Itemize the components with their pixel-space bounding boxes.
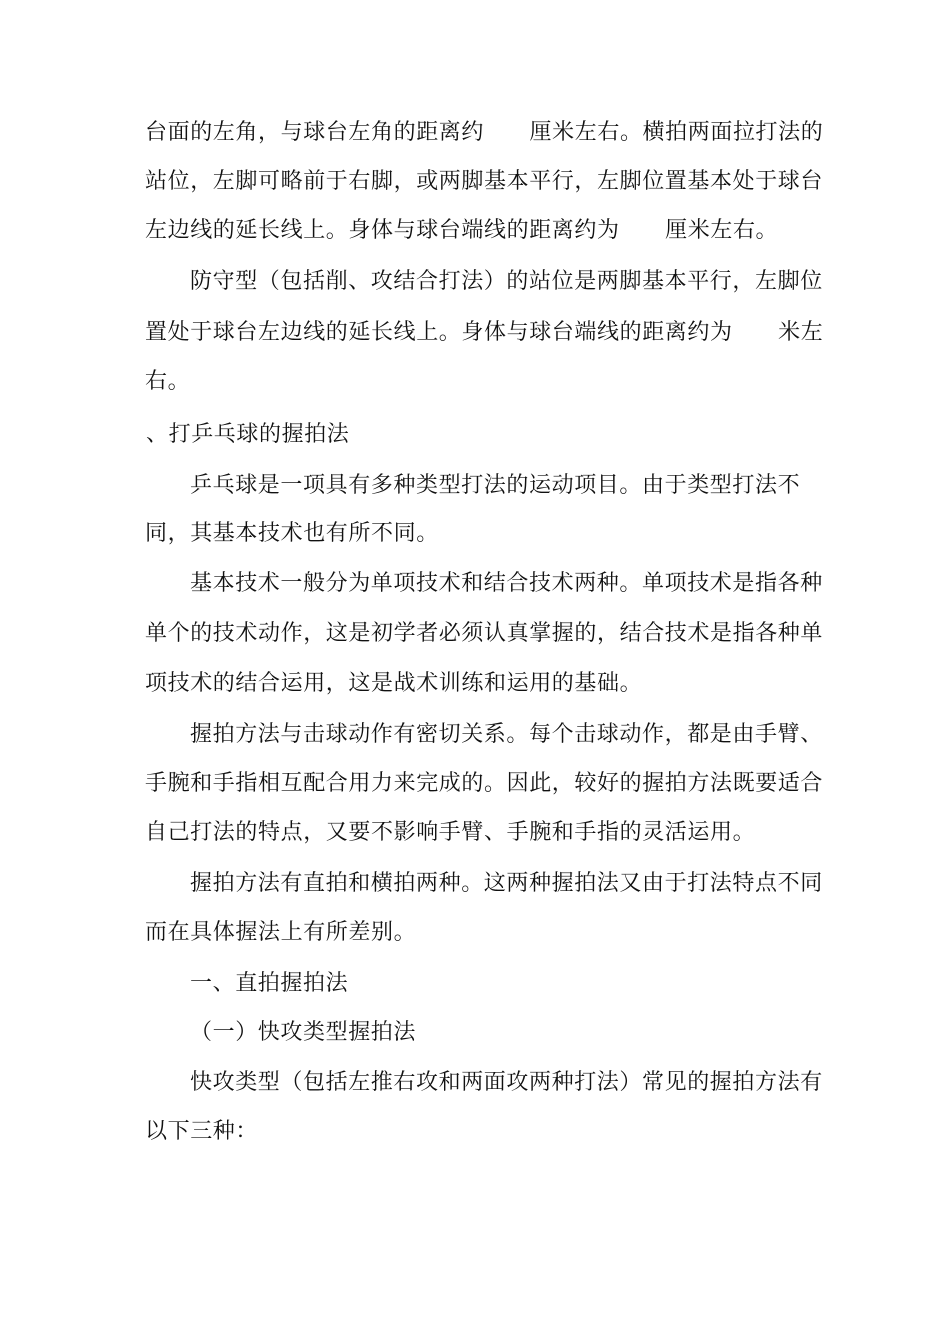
- paragraph-start-line: 握拍方法与击球动作有密切关系。每个击球动作，都是由手臂、: [190, 722, 823, 747]
- text-line: 单个的技术动作，这是初学者必须认真掌握的，结合技术是指各种单: [145, 621, 824, 646]
- subsection-heading: （一）快攻类型握拍法: [190, 1020, 417, 1045]
- text-line: 置处于球台左边线的延长线上。身体与球台端线的距离约为 米左: [145, 320, 824, 345]
- paragraph-start-line: 握拍方法有直拍和横拍两种。这两种握拍法又由于打法特点不同: [190, 871, 823, 896]
- paragraph-start-line: 防守型（包括削、攻结合打法）的站位是两脚基本平行，左脚位: [190, 269, 823, 294]
- paragraph-start-line: 快攻类型（包括左推右攻和两面攻两种打法）常见的握拍方法有: [190, 1070, 823, 1095]
- text-line: 右。: [145, 369, 191, 394]
- text-line: 而在具体握法上有所差别。: [145, 920, 417, 945]
- text-line: 同，其基本技术也有所不同。: [145, 521, 439, 546]
- text-line: 项技术的结合运用，这是战术训练和运用的基础。: [145, 671, 643, 696]
- text-line: 台面的左角，与球台左角的距离约 厘米左右。横拍两面拉打法的: [145, 120, 824, 145]
- section-heading: 一、直拍握拍法: [190, 971, 349, 996]
- text-line: 左边线的延长线上。身体与球台端线的距离约为 厘米左右。: [145, 218, 779, 243]
- text-line: 手腕和手指相互配合用力来完成的。因此，较好的握拍方法既要适合: [145, 771, 824, 796]
- paragraph-start-line: 乒乓球是一项具有多种类型打法的运动项目。由于类型打法不: [190, 473, 801, 498]
- text-line: 站位，左脚可略前于右脚，或两脚基本平行，左脚位置基本处于球台: [145, 169, 824, 194]
- text-line: 自己打法的特点，又要不影响手臂、手腕和手指的灵活运用。: [145, 820, 756, 845]
- section-heading: 、打乒乓球的握拍法: [146, 422, 350, 447]
- paragraph-start-line: 基本技术一般分为单项技术和结合技术两种。单项技术是指各种: [190, 571, 823, 596]
- text-line: 以下三种：: [145, 1119, 259, 1144]
